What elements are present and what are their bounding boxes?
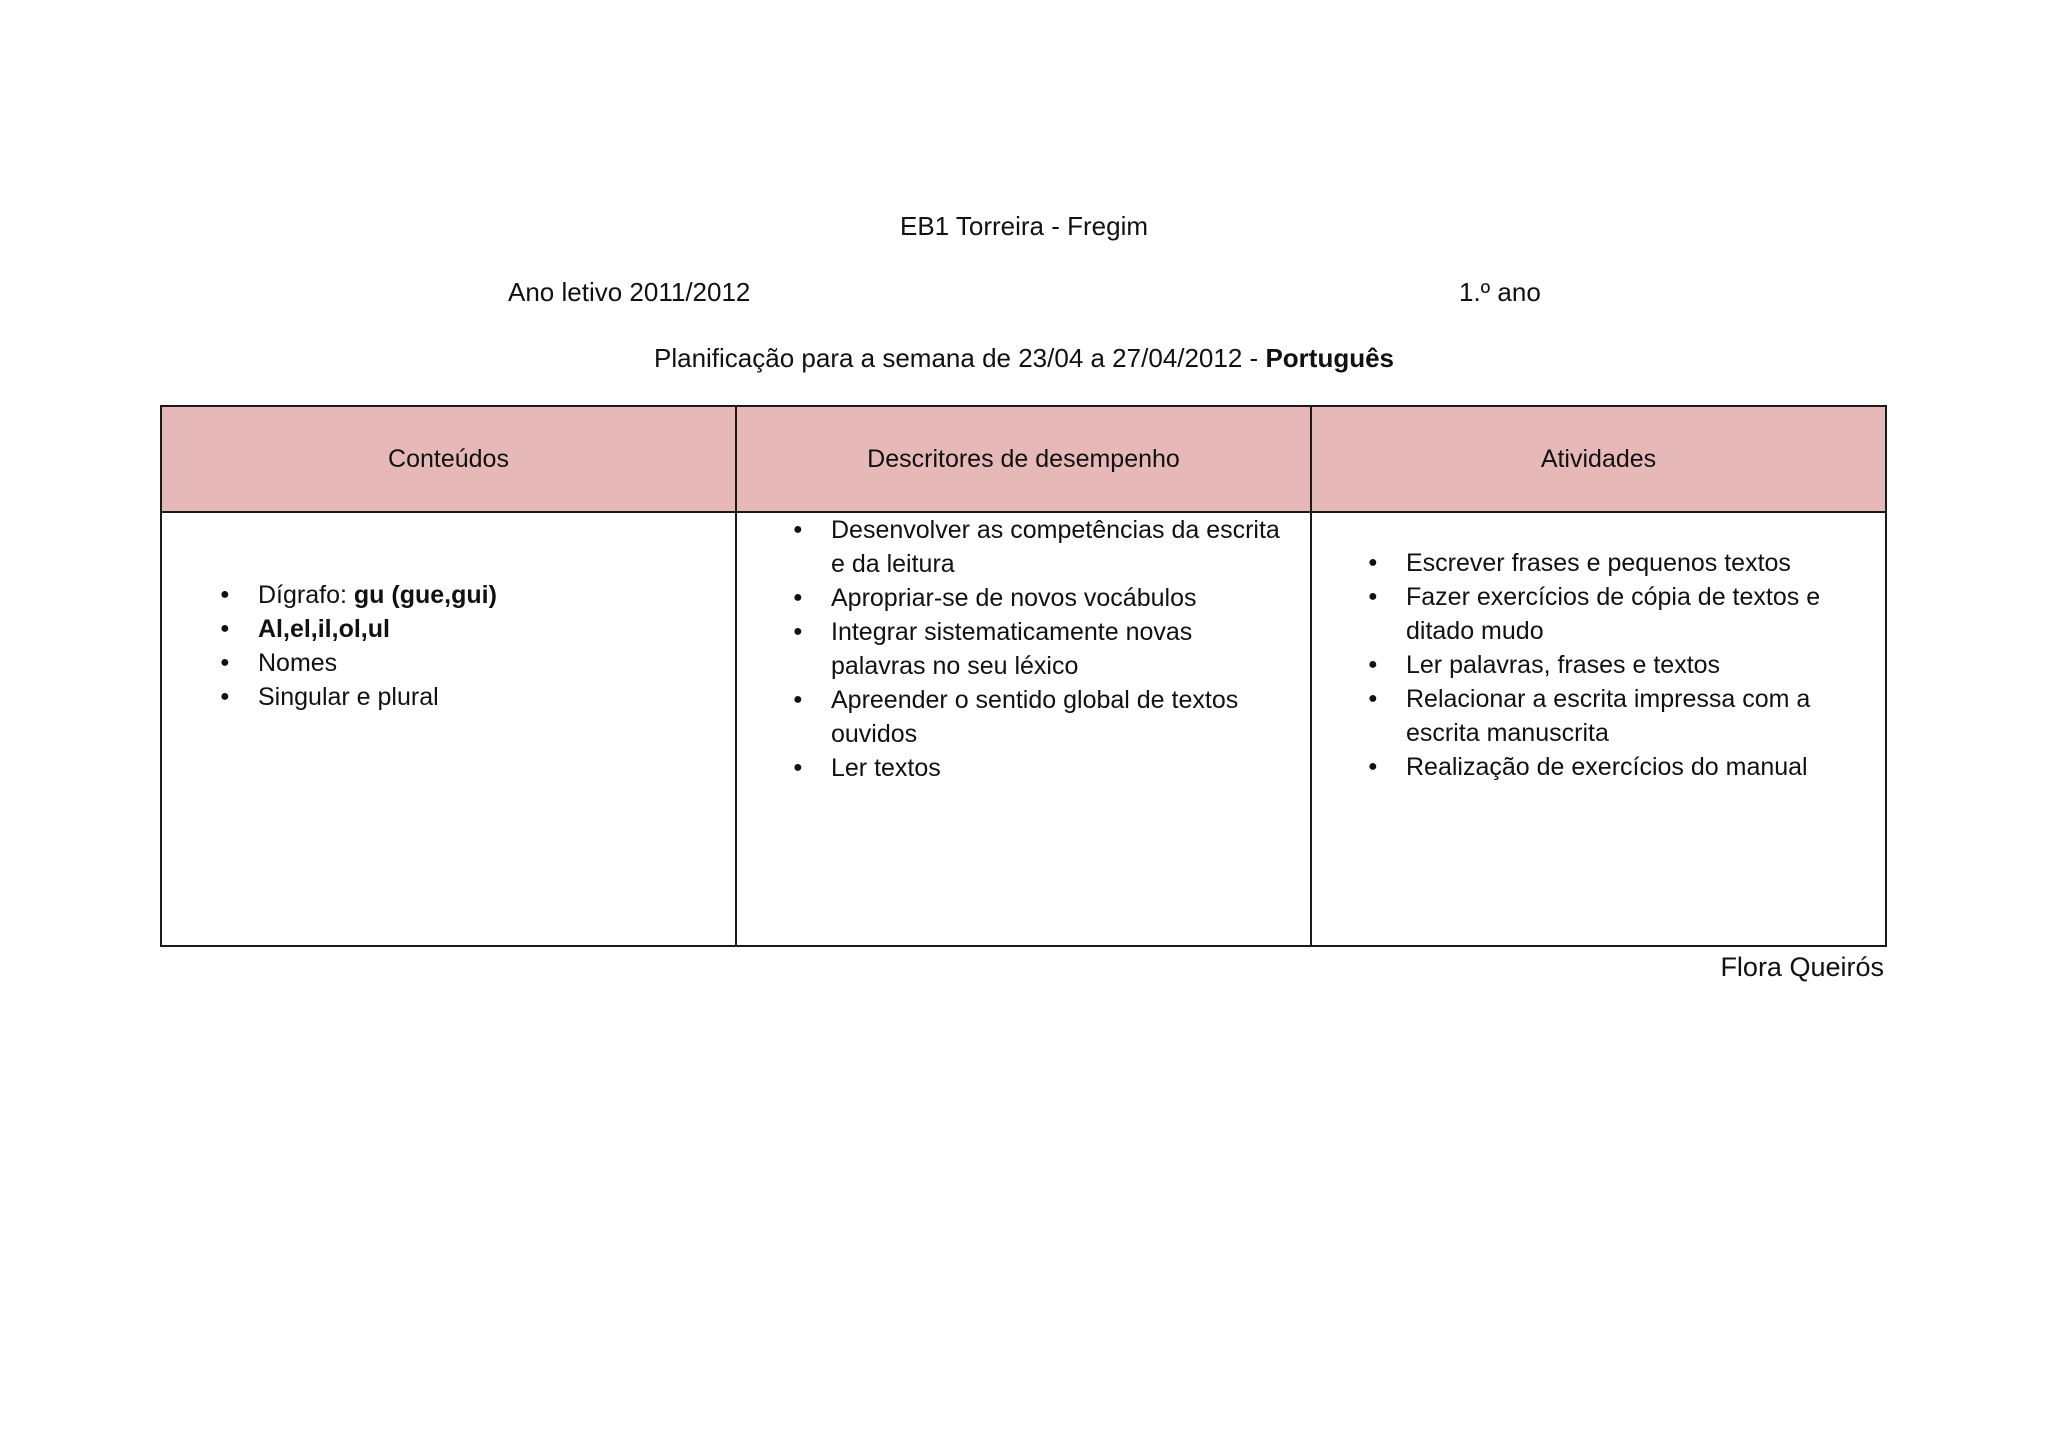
grade-level: 1.º ano bbox=[1459, 277, 1541, 307]
list-item: ● Desenvolver as competências da escrita e da leitura bbox=[787, 513, 1287, 581]
author-name: Flora Queirós bbox=[1720, 952, 1884, 982]
list-item bbox=[214, 612, 694, 646]
plan-title-prefix: Planificação para a semana de 23/04 a 27/04/2012 - bbox=[653, 343, 1259, 373]
list-item-text: Dígrafo: bbox=[258, 581, 354, 609]
cell-conteudos bbox=[161, 512, 736, 946]
school-name: EB1 Torreira - Fregim bbox=[899, 211, 1149, 241]
atividades-list bbox=[1362, 546, 1862, 784]
list-item bbox=[214, 680, 694, 714]
list-item bbox=[214, 646, 694, 680]
table-header-row bbox=[161, 406, 1886, 512]
list-item: ● Apropriar-se de novos vocábulos bbox=[787, 581, 1287, 615]
list-item-bold-text: Al,el,il,ol,ul bbox=[258, 615, 390, 643]
table-row bbox=[161, 512, 1886, 946]
column-header-conteudos: Conteúdos bbox=[161, 406, 736, 512]
list-item-bold-text: gu (gue,gui) bbox=[353, 581, 497, 609]
plan-subject: Português bbox=[1265, 343, 1395, 373]
list-item bbox=[214, 578, 694, 612]
list-item: ● Integrar sistematicamente novas palavras no seu léxico bbox=[787, 615, 1287, 683]
planning-table bbox=[160, 405, 1887, 947]
list-item: ● Realização de exercícios do manual bbox=[1362, 750, 1862, 784]
conteudos-list bbox=[214, 578, 694, 714]
column-header-atividades: Atividades bbox=[1311, 406, 1886, 512]
cell-descritores bbox=[736, 512, 1311, 946]
list-item: ● Fazer exercícios de cópia de textos e ditado mudo bbox=[1362, 580, 1862, 648]
plan-title bbox=[0, 342, 2048, 374]
list-item: ● Escrever frases e pequenos textos bbox=[1362, 546, 1862, 580]
list-item: ● Ler palavras, frases e textos bbox=[1362, 648, 1862, 682]
list-item-text: Singular e plural bbox=[258, 683, 439, 711]
column-header-descritores: Descritores de desempenho bbox=[736, 406, 1311, 512]
list-item-text: Nomes bbox=[258, 649, 338, 677]
list-item: ● Relacionar a escrita impressa com a escrita manuscrita bbox=[1362, 682, 1862, 750]
descritores-list bbox=[787, 513, 1287, 785]
list-item: ● Apreender o sentido global de textos ouvidos bbox=[787, 683, 1287, 751]
cell-atividades bbox=[1311, 512, 1886, 946]
list-item: ● Ler textos bbox=[787, 751, 1287, 785]
school-year: Ano letivo 2011/2012 bbox=[508, 277, 751, 307]
